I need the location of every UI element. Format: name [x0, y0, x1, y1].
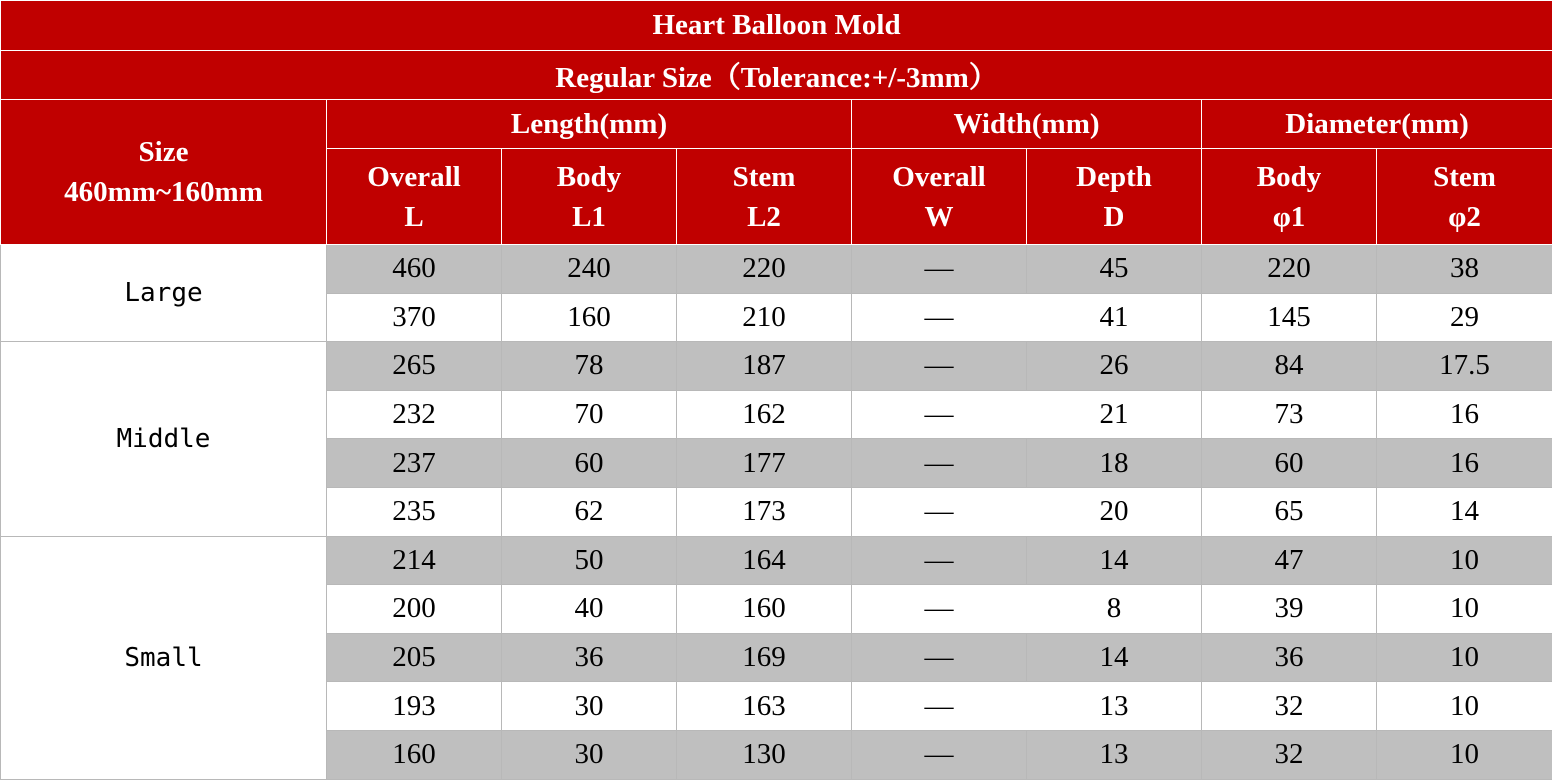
column-header-body-l1 [502, 149, 677, 245]
table-cell: 60 [1202, 439, 1377, 488]
table-cell: 32 [1202, 730, 1377, 779]
column-header-body-phi1 [1202, 149, 1377, 245]
table-cell: 164 [677, 536, 852, 585]
table-cell: 78 [502, 342, 677, 391]
table-cell: 173 [677, 487, 852, 536]
column-header-top: Overall [367, 160, 461, 193]
table-cell: 240 [502, 245, 677, 294]
table-cell: 20 [1027, 487, 1202, 536]
column-header-bottom: L2 [747, 200, 781, 233]
table-cell: 162 [677, 390, 852, 439]
table-cell: 36 [502, 633, 677, 682]
table-cell: 30 [502, 682, 677, 731]
table-cell: 10 [1377, 633, 1552, 682]
table-cell: 84 [1202, 342, 1377, 391]
table-cell: 10 [1377, 585, 1552, 634]
table-cell: 13 [1027, 730, 1202, 779]
table-cell: 41 [1027, 293, 1202, 342]
table-body [1, 1, 1552, 780]
table-cell: 10 [1377, 682, 1552, 731]
table-cell: 8 [1027, 585, 1202, 634]
column-header-overall-l [327, 149, 502, 245]
column-header-stem-phi2 [1377, 149, 1552, 245]
table-row [1, 536, 1552, 585]
table-cell: 73 [1202, 390, 1377, 439]
table-subtitle: Regular Size（Tolerance:+/-3mm） [1, 51, 1552, 100]
column-header-depth-d [1027, 149, 1202, 245]
table-cell: 169 [677, 633, 852, 682]
size-group-label: Small [1, 536, 327, 779]
table-cell: 21 [1027, 390, 1202, 439]
table-cell: 17.5 [1377, 342, 1552, 391]
table-cell: — [852, 585, 1027, 634]
column-header-bottom: L1 [572, 200, 606, 233]
table-row [1, 245, 1552, 294]
table-cell: 370 [327, 293, 502, 342]
table-cell: 10 [1377, 536, 1552, 585]
table-cell: 160 [677, 585, 852, 634]
column-header-bottom: φ2 [1448, 200, 1481, 233]
table-cell: 45 [1027, 245, 1202, 294]
table-cell: 30 [502, 730, 677, 779]
table-cell: 160 [327, 730, 502, 779]
size-group-label: Middle [1, 342, 327, 536]
column-header-stem-l2 [677, 149, 852, 245]
table-cell: — [852, 633, 1027, 682]
table-cell: 26 [1027, 342, 1202, 391]
table-cell: 163 [677, 682, 852, 731]
table-cell: 237 [327, 439, 502, 488]
table-cell: 16 [1377, 439, 1552, 488]
table-cell: 235 [327, 487, 502, 536]
table-cell: 50 [502, 536, 677, 585]
column-header-top: Depth [1076, 160, 1152, 193]
table-cell: 220 [677, 245, 852, 294]
table-cell: — [852, 342, 1027, 391]
table-cell: 193 [327, 682, 502, 731]
column-header-bottom: L [404, 200, 424, 233]
size-header [1, 100, 327, 245]
table-cell: 187 [677, 342, 852, 391]
table-cell: 14 [1027, 633, 1202, 682]
column-header-top: Overall [892, 160, 986, 193]
table-cell: 65 [1202, 487, 1377, 536]
column-header-bottom: D [1103, 200, 1125, 233]
table-cell: 214 [327, 536, 502, 585]
table-cell: — [852, 487, 1027, 536]
column-header-top: Stem [732, 160, 796, 193]
table-title: Heart Balloon Mold [1, 1, 1552, 51]
table-cell: 205 [327, 633, 502, 682]
table-cell: — [852, 439, 1027, 488]
column-header-top: Body [1256, 160, 1322, 193]
subtitle-row [1, 51, 1552, 100]
table-cell: 18 [1027, 439, 1202, 488]
table-cell: 70 [502, 390, 677, 439]
table-cell: 60 [502, 439, 677, 488]
table-cell: 40 [502, 585, 677, 634]
column-header-top: Body [556, 160, 622, 193]
table-cell: 32 [1202, 682, 1377, 731]
table-cell: 36 [1202, 633, 1377, 682]
diameter-group-header: Diameter(mm) [1202, 100, 1552, 149]
column-header-bottom: φ1 [1272, 200, 1306, 233]
table-cell: — [852, 682, 1027, 731]
table-cell: 62 [502, 487, 677, 536]
table-cell: 10 [1377, 730, 1552, 779]
length-group-header: Length(mm) [327, 100, 852, 149]
table-cell: — [852, 730, 1027, 779]
table-cell: 39 [1202, 585, 1377, 634]
table-cell: 177 [677, 439, 852, 488]
table-cell: 460 [327, 245, 502, 294]
table-cell: 14 [1377, 487, 1552, 536]
group-header-row [1, 100, 1552, 149]
table-row [1, 342, 1552, 391]
table-cell: 160 [502, 293, 677, 342]
table-cell: — [852, 293, 1027, 342]
table-cell: — [852, 245, 1027, 294]
size-header-line2: 460mm~160mm [64, 176, 263, 208]
column-header-bottom: W [924, 200, 954, 233]
table-cell: 200 [327, 585, 502, 634]
table-cell: 210 [677, 293, 852, 342]
size-group-label: Large [1, 245, 327, 342]
table-cell: 232 [327, 390, 502, 439]
table-cell: 16 [1377, 390, 1552, 439]
size-header-line1: Size [138, 136, 189, 168]
table-cell: 13 [1027, 682, 1202, 731]
table-cell: 29 [1377, 293, 1552, 342]
table-cell: 38 [1377, 245, 1552, 294]
table-cell: 130 [677, 730, 852, 779]
table-cell: 145 [1202, 293, 1377, 342]
column-header-top: Stem [1433, 160, 1496, 193]
table-cell: — [852, 390, 1027, 439]
title-row [1, 1, 1552, 51]
table-cell: 47 [1202, 536, 1377, 585]
table-cell: — [852, 536, 1027, 585]
table-cell: 265 [327, 342, 502, 391]
column-header-overall-w [852, 149, 1027, 245]
table-cell: 220 [1202, 245, 1377, 294]
width-group-header: Width(mm) [852, 100, 1202, 149]
table-cell: 14 [1027, 536, 1202, 585]
